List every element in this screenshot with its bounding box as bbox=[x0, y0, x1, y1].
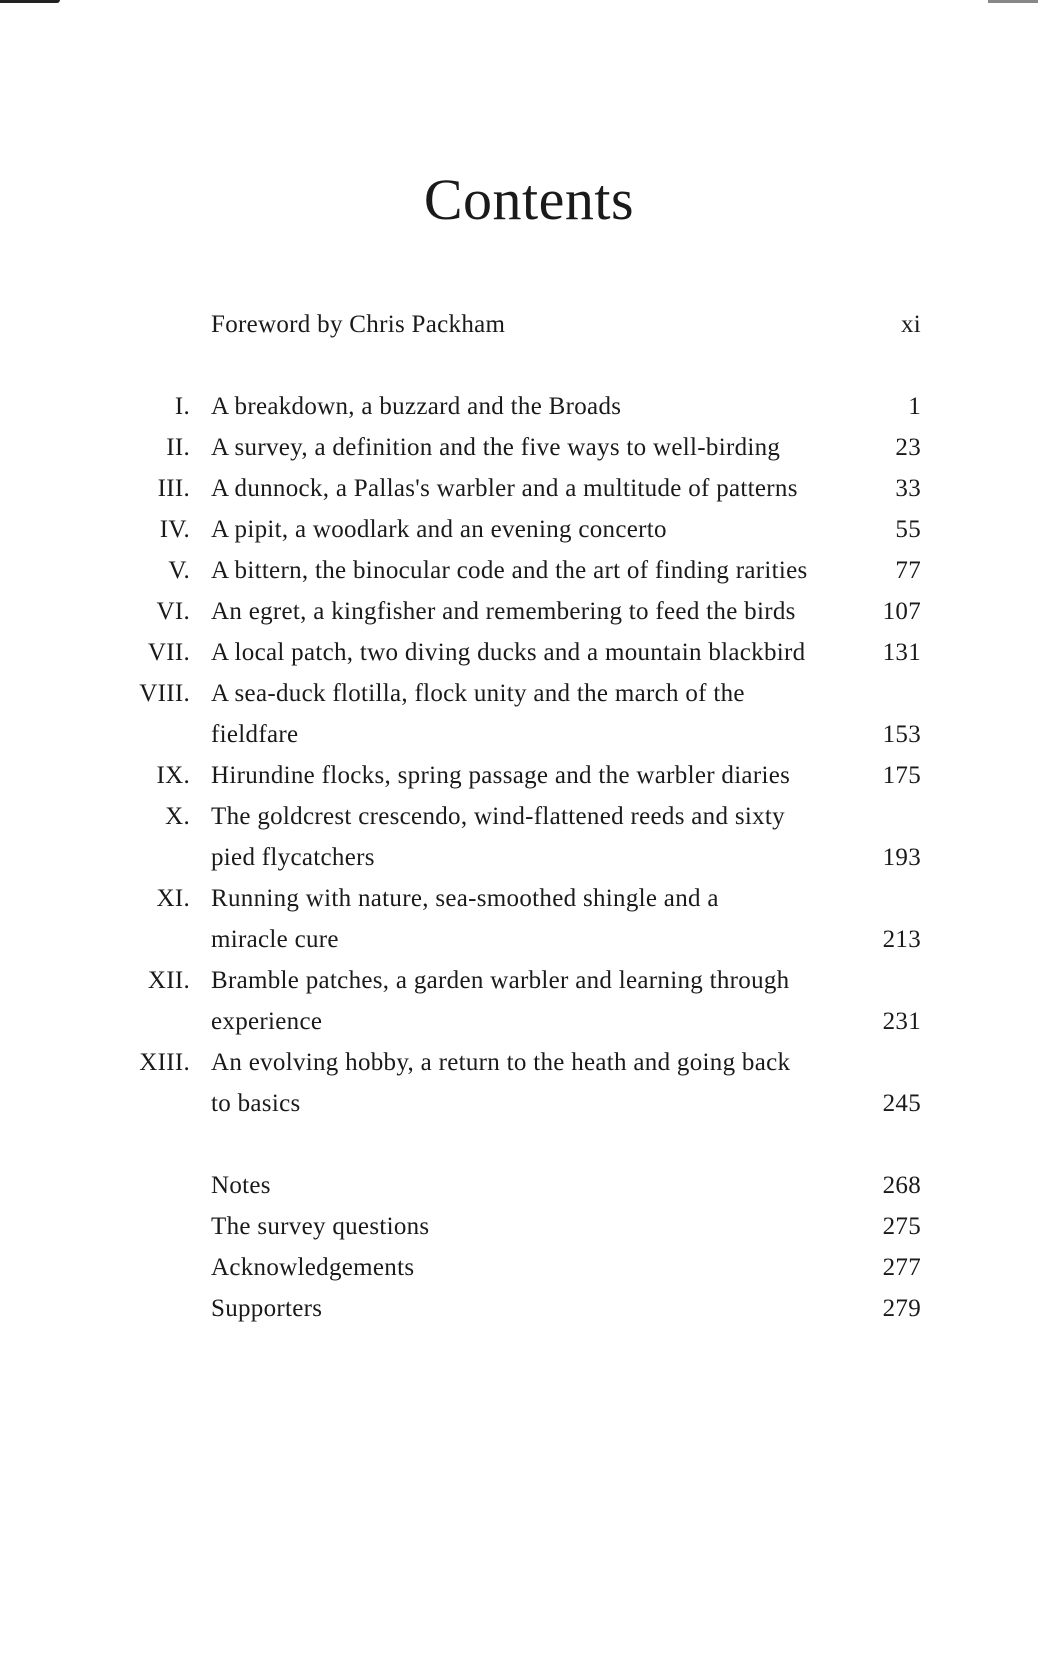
chapter-number: VII. bbox=[147, 639, 190, 666]
toc-entry-chapter[interactable] bbox=[0, 762, 1038, 803]
entry-title: A dunnock, a Pallas's warbler and a multitude of patterns bbox=[211, 475, 798, 502]
entry-title: A sea-duck flotilla, flock unity and the march of the bbox=[211, 680, 745, 707]
entry-title: A local patch, two diving ducks and a mountain blackbird bbox=[211, 639, 806, 666]
toc-entry-chapter[interactable] bbox=[0, 1049, 1038, 1117]
entry-title: Supporters bbox=[211, 1295, 323, 1322]
toc-entry-chapter[interactable] bbox=[0, 475, 1038, 516]
chapter-number: XIII. bbox=[139, 1049, 190, 1076]
page-number: 193 bbox=[882, 844, 921, 871]
entry-title: An evolving hobby, a return to the heath and going back bbox=[211, 1049, 791, 1076]
page-number: 77 bbox=[895, 557, 921, 584]
entry-title: A breakdown, a buzzard and the Broads bbox=[211, 393, 622, 420]
page-number: 268 bbox=[882, 1172, 921, 1199]
page-number: 175 bbox=[882, 762, 921, 789]
page-number: 275 bbox=[882, 1213, 921, 1240]
chapter-number: VI. bbox=[156, 598, 190, 625]
page-number: 153 bbox=[882, 721, 921, 748]
page-number: 279 bbox=[882, 1295, 921, 1322]
chapter-number: VIII. bbox=[139, 680, 190, 707]
entry-title: to basics bbox=[211, 1090, 301, 1117]
page-edge-shadow bbox=[0, 0, 60, 3]
page-number: 245 bbox=[882, 1090, 921, 1117]
chapter-number: X. bbox=[165, 803, 190, 830]
chapter-number: IV. bbox=[159, 516, 190, 543]
toc-entry-chapter[interactable] bbox=[0, 967, 1038, 1035]
page-number: 23 bbox=[895, 434, 921, 461]
page-title: Contents bbox=[423, 167, 635, 232]
chapter-number: III. bbox=[157, 475, 190, 502]
page-number: 107 bbox=[882, 598, 921, 625]
entry-title: An egret, a kingfisher and remembering to feed the birds bbox=[211, 598, 796, 625]
chapter-number: I. bbox=[174, 393, 190, 420]
page-number: xi bbox=[900, 311, 921, 338]
page-number: 55 bbox=[895, 516, 921, 543]
entry-title: A survey, a definition and the five ways to well-birding bbox=[211, 434, 781, 461]
toc-entry-foreword[interactable] bbox=[0, 311, 1038, 352]
chapter-number: V. bbox=[168, 557, 190, 584]
entry-title: Hirundine flocks, spring passage and the warbler diaries bbox=[211, 762, 791, 789]
page-number: 33 bbox=[895, 475, 921, 502]
chapter-number: XII. bbox=[147, 967, 190, 994]
entry-title: fieldfare bbox=[211, 721, 299, 748]
toc-entry-backmatter[interactable] bbox=[0, 1254, 1038, 1295]
page-number: 131 bbox=[882, 639, 921, 666]
entry-title: Notes bbox=[211, 1172, 271, 1199]
toc-entry-chapter[interactable] bbox=[0, 885, 1038, 953]
toc-entry-chapter[interactable] bbox=[0, 680, 1038, 748]
entry-title: A pipit, a woodlark and an evening concerto bbox=[211, 516, 667, 543]
entry-title: Acknowledgements bbox=[211, 1254, 415, 1281]
entry-title: Foreword by Chris Packham bbox=[211, 311, 506, 338]
toc-entry-chapter[interactable] bbox=[0, 598, 1038, 639]
entry-title: The goldcrest crescendo, wind-flattened reeds and sixty bbox=[211, 803, 785, 830]
chapter-number: IX. bbox=[156, 762, 190, 789]
chapter-number: II. bbox=[166, 434, 190, 461]
page-number: 277 bbox=[882, 1254, 921, 1281]
entry-title: Running with nature, sea-smoothed shingle and a bbox=[211, 885, 719, 912]
toc-entry-chapter[interactable] bbox=[0, 434, 1038, 475]
entry-title: Bramble patches, a garden warbler and learning through bbox=[211, 967, 790, 994]
toc-entry-backmatter[interactable] bbox=[0, 1172, 1038, 1213]
toc-entry-chapter[interactable] bbox=[0, 393, 1038, 434]
toc-entry-backmatter[interactable] bbox=[0, 1295, 1038, 1336]
toc-entry-backmatter[interactable] bbox=[0, 1213, 1038, 1254]
toc-entry-chapter[interactable] bbox=[0, 557, 1038, 598]
page-number: 231 bbox=[882, 1008, 921, 1035]
toc-entry-chapter[interactable] bbox=[0, 639, 1038, 680]
page-edge-shadow bbox=[988, 0, 1038, 3]
entry-title: A bittern, the binocular code and the art of finding rarities bbox=[211, 557, 808, 584]
entry-title: experience bbox=[211, 1008, 323, 1035]
entry-title: miracle cure bbox=[211, 926, 339, 953]
entry-title: pied flycatchers bbox=[211, 844, 375, 871]
page-number: 213 bbox=[882, 926, 921, 953]
chapter-number: XI. bbox=[156, 885, 190, 912]
toc-entry-chapter[interactable] bbox=[0, 516, 1038, 557]
toc-entry-chapter[interactable] bbox=[0, 803, 1038, 871]
entry-title: The survey questions bbox=[211, 1213, 430, 1240]
page-number: 1 bbox=[908, 393, 921, 420]
